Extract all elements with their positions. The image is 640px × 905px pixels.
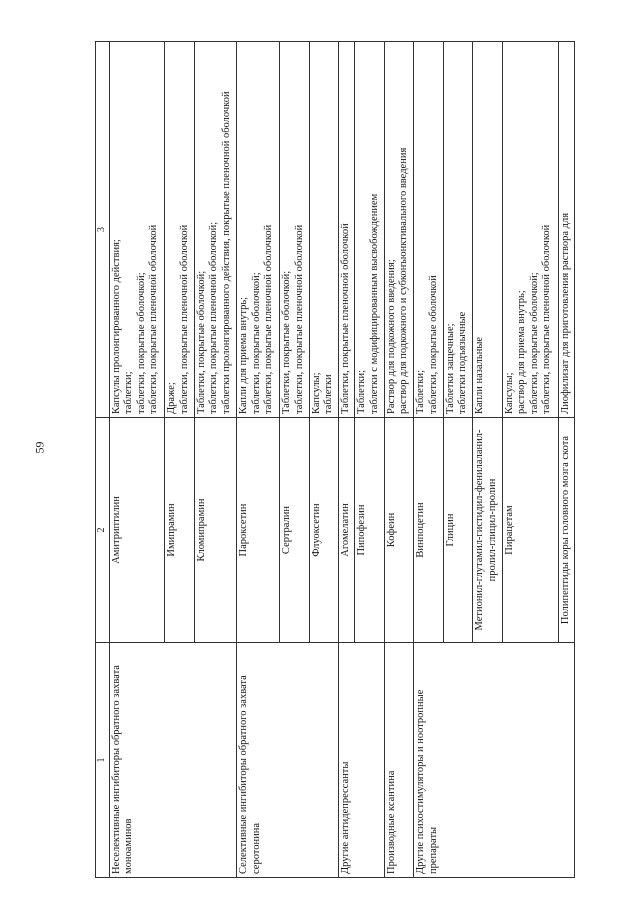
table-body <box>109 42 575 878</box>
dosage-form-line: Таблетки защечные; <box>444 323 456 414</box>
dosage-form-line: Капли назальные <box>474 336 486 414</box>
dosage-form-line: раствор для приема внутрь; <box>516 290 528 414</box>
dosage-form-line: Таблетки, покрытые оболочкой; <box>195 270 207 414</box>
dosage-form-line: Таблетки; <box>415 369 427 414</box>
dosage-form-line: таблетки подъязычные <box>457 311 469 414</box>
dosage-form-line: таблетки пролонгированного действия, покрытые пленочной оболочкой <box>220 91 232 414</box>
drug-table <box>95 41 575 878</box>
column-header: 3 <box>96 42 110 418</box>
dosage-form-line: Таблетки, покрытые оболочкой; <box>281 270 293 414</box>
category-cell: Селективные ингибиторы обратного захвата серотонина <box>237 643 339 878</box>
category-cell: Неселективные ингибиторы обратного захвата моноаминов <box>109 643 237 878</box>
drug-name-cell: Кофеин <box>384 418 413 643</box>
dosage-form-line: таблетки; <box>123 371 134 414</box>
dosage-forms-cell <box>384 42 413 418</box>
dosage-form-line: Капли для приема внутрь; <box>238 296 250 414</box>
drug-name-cell: Полипептиды коры головного мозга скота <box>558 418 574 643</box>
dosage-form-line: таблетки, покрытые пленочной оболочкой; <box>208 221 220 414</box>
dosage-form-line: Раствор для подкожного введения; <box>385 259 397 414</box>
table-row <box>414 42 443 878</box>
dosage-forms-cell <box>558 42 574 418</box>
table-row <box>384 42 413 878</box>
dosage-form-line: таблетки с модифицированным высвобождением <box>368 193 380 414</box>
dosage-form-line: Капсулы пролонгированного действия; <box>110 239 122 414</box>
dosage-form-line: раствор для подкожного и субконъюнктивального введения <box>398 147 410 414</box>
rotated-table-container <box>95 42 575 878</box>
dosage-form-line: таблетки, покрытые оболочкой; <box>250 272 262 414</box>
drug-name-cell: Сертралин <box>280 418 309 643</box>
dosage-forms-cell <box>194 42 237 418</box>
drug-name-cell: Агомелатин <box>339 418 355 643</box>
dosage-forms-cell <box>309 42 338 418</box>
drug-name-cell: Пароксетин <box>237 418 280 643</box>
dosage-form-line: таблетки, покрытые оболочкой; <box>135 272 147 414</box>
dosage-forms-cell <box>443 42 472 418</box>
dosage-forms-cell <box>355 42 384 418</box>
table-row <box>339 42 355 878</box>
drug-name-cell: Винпоцетин <box>414 418 443 643</box>
dosage-form-line: Капсулы; <box>310 372 322 414</box>
drug-name-cell: Имипрамин <box>165 418 194 643</box>
dosage-form-line: Драже; <box>166 382 178 414</box>
dosage-forms-cell <box>414 42 443 418</box>
drug-name-cell: Пипофезин <box>355 418 384 643</box>
dosage-form-line: таблетки, покрытые пленочной оболочкой <box>148 224 159 414</box>
drug-name-cell: Кломипрамин <box>194 418 237 643</box>
table-row <box>109 42 165 878</box>
drug-name-cell: Пирацетам <box>502 418 558 643</box>
dosage-forms-cell <box>502 42 558 418</box>
dosage-form-line: таблетки <box>323 374 335 414</box>
drug-name-cell: Флуоксетин <box>309 418 338 643</box>
column-header: 2 <box>96 418 110 643</box>
dosage-form-line: таблетки, покрытые оболочкой <box>427 275 439 414</box>
column-header: 1 <box>96 643 110 878</box>
dosage-form-line: Таблетки; <box>356 369 368 414</box>
dosage-form-line: Капсулы; <box>503 372 515 414</box>
dosage-forms-cell <box>473 42 502 418</box>
dosage-form-line: Лиофилизат для приготовления раствора для <box>559 212 571 414</box>
dosage-form-line: таблетки, покрытые пленочной оболочкой <box>178 224 190 414</box>
page-number: 59 <box>32 441 47 454</box>
category-cell: Производные ксантина <box>384 643 413 878</box>
dosage-form-line: таблетки, покрытые пленочной оболочкой <box>263 224 275 414</box>
category-cell: Другие антидепрессанты <box>339 643 385 878</box>
table-header-row <box>96 42 110 878</box>
drug-name-cell: Амитриптилин <box>109 418 165 643</box>
dosage-form-line: таблетки, покрытые оболочкой; <box>528 272 540 414</box>
dosage-form-line: таблетки, покрытые пленочной оболочкой <box>293 224 305 414</box>
dosage-forms-cell <box>280 42 309 418</box>
dosage-forms-cell <box>237 42 280 418</box>
dosage-forms-cell <box>339 42 355 418</box>
dosage-form-line: Таблетки, покрытые пленочной оболочкой <box>340 223 352 414</box>
dosage-forms-cell <box>109 42 165 418</box>
dosage-forms-cell <box>165 42 194 418</box>
category-cell: Другие психостимуляторы и ноотропные препараты <box>414 643 575 878</box>
dosage-form-line: таблетки, покрытые пленочной оболочкой <box>541 224 553 414</box>
table-row <box>237 42 280 878</box>
drug-name-cell: Метионил-глутамил-гистидил-фенилаланил-пролил-глицил-пролин <box>473 418 502 643</box>
drug-name-cell: Глицин <box>443 418 472 643</box>
